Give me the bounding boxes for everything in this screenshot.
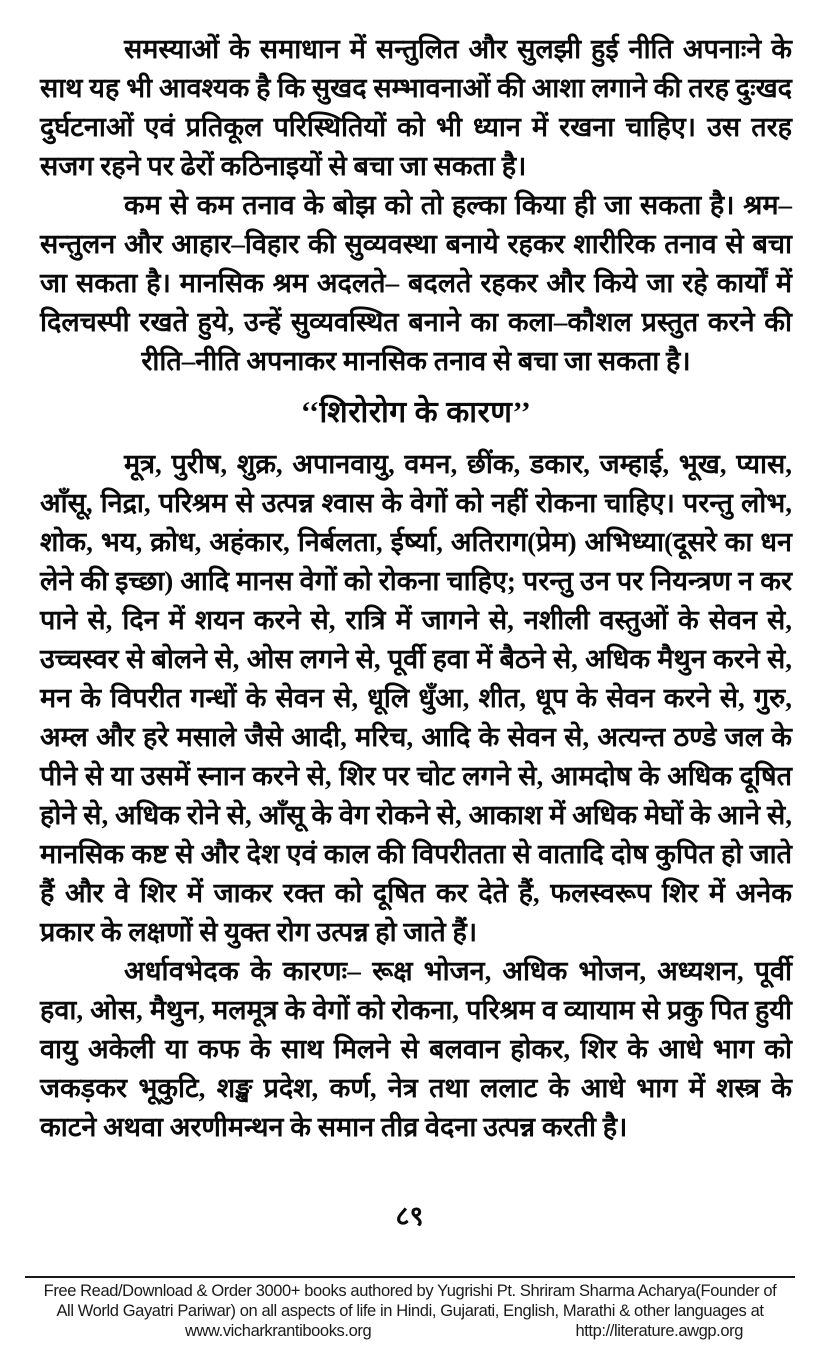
paragraph-4 [40,952,792,1147]
footer [25,1276,795,1341]
footer-url-left: www.vicharkrantibooks.org [185,1322,372,1340]
paragraph-1: समस्याओं के समाधान में सन्तुलित और सुलझी हुई नीति अपनाःने के साथ यह भी आवश्यक है कि सुखद सम्भावनाओं की आशा लगाने की तरह दुःखद दुर्घटनाओं एवं प्रतिकूल परिस्थितियों को भी ध्यान में रखना चाहिए। उस तरह सजग रहने पर ढेरों कठिनाइयों से बचा जा सकता है। [40,34,792,181]
paragraph-3: मूत्र, पुरीष, शुक्र, अपानवायु, वमन, छींक, डकार, जम्हाई, भूख, प्यास, आँसू, निद्रा, परिश्रम से उत्पन्न श्वास के वेगों को नहीं रोकना चाहिए। परन्तु लोभ, शोक, भय, क्रोध, अहंकार, निर्बलता, ईर्ष्या, अतिराग(प्रेम) अभिध्या(दूसरे का धन लेने की इच्छा) आदि मानस वेगों को रोकना चाहिए; परन्तु उन पर नियन्त्रण न कर पाने से, दिन में शयन करने से, रात्रि में जागने से, नशीली वस्तुओं के सेवन से, उच्चस्वर से बोलने से, ओस लगने से, पूर्वी हवा में बैठने से, अधिक मैथुन करने से, मन के विपरीत गन्धों के सेवन से, धूलि धुँआ, शीत, धूप के सेवन करने से, गुरु, अम्ल और हरे मसाले जैसे आदी, मरिच, आदि के सेवन से, अत्यन्त ठण्डे जल के पीने से या उसमें स्नान करने से, शिर पर चोट लगने से, आमदोष के अधिक दूषित होने से, अधिक रोने से, आँसू के वेग रोकने से, आकाश में अधिक मेघों के आने से, मानसिक कष्ट से और देश एवं काल की विपरीतता से वातादि दोष कुपित हो जाते हैं और वे शिर में जाकर रक्त को दूषित कर देते हैं, फलस्वरूप शिर में अनेक प्रकार के लक्षणों से युक्त रोग उत्पन्न हो जाते हैं। [40,449,792,947]
page-body [40,30,792,1147]
paragraph-4-rest: रूक्ष भोजन, अधिक भोजन, अध्यशन, पूर्वी हवा, ओस, मैथुन, मलमूत्र के वेगों को रोकना, परिश्रम व व्यायाम से प्रकु पित हुयी वायु अकेली या कफ के साथ मिलने से बलवान होकर, शिर के आधे भाग को जकड़कर भूकुटि, शङ्ख प्रदेश, कर्ण, नेत्र तथा ललाट के आधे भाग में शस्त्र के काटने अथवा अरणीमन्थन के समान तीव्र वेदना उत्पन्न करती है। [40,956,792,1142]
paragraph-2: कम से कम तनाव के बोझ को तो हल्का किया ही जा सकता है। श्रम–सन्तुलन और आहार–विहार की सुव्यवस्था बनाये रहकर शारीरिक तनाव से बचा जा सकता है। मानसिक श्रम अदलते– बदलते रहकर और किये जा रहे कार्यों में दिलचस्पी रखते हुये, उन्हें सुव्यवस्थित बनाने का कला–कौशल प्रस्तुत करने की रीति–नीति अपनाकर मानसिक तनाव से बचा जा सकता है। [40,190,792,376]
paragraph-4-lead: अर्धावभेदक के कारणः– [124,956,362,986]
section-heading: ‘‘शिरोरोग के कारण’’ [300,396,532,429]
page-number: ८९ [395,1201,424,1231]
footer-urls [25,1321,795,1341]
footer-line-2: All World Gayatri Pariwar) on all aspects of life in Hindi, Gujarati, English, Marathi & other languages at [56,1302,764,1320]
footer-url-right: http://literature.awgp.org [575,1322,743,1340]
footer-line-1: Free Read/Download & Order 3000+ books authored by Yugrishi Pt. Shriram Sharma Acharya(Founder of [43,1282,777,1300]
